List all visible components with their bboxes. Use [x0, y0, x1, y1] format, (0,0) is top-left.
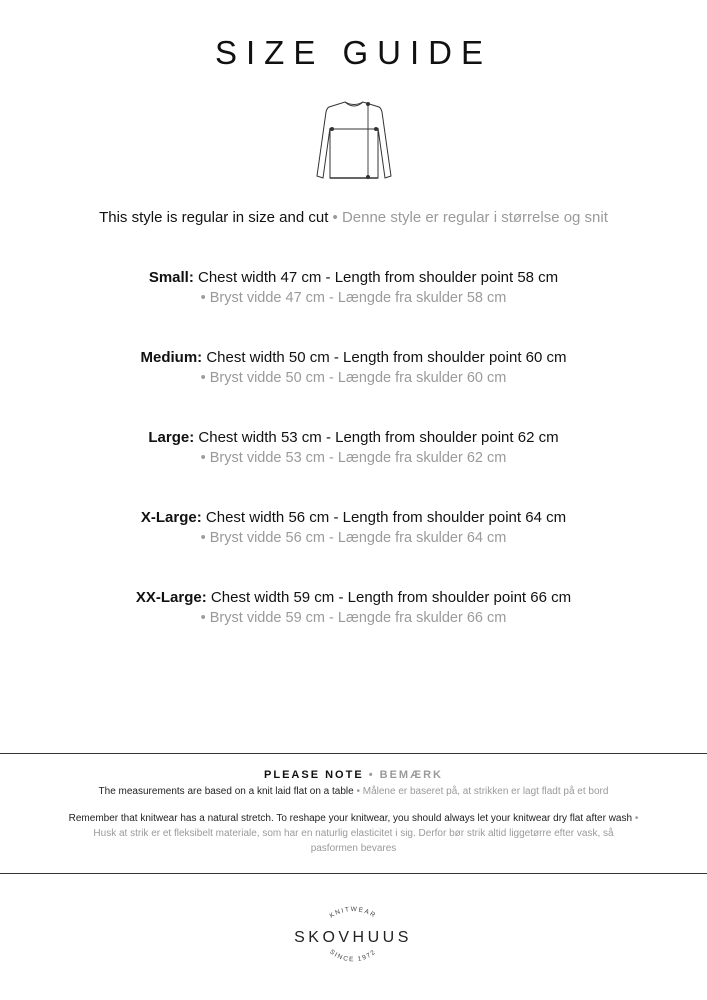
note-p2-en: Remember that knitwear has a natural stretch. To reshape your knitwear, you should always let your knitwear dry flat after wash — [68, 813, 633, 824]
sweater-measurement-icon — [313, 98, 395, 184]
size-measurement-en: Chest width 47 cm - Length from shoulder point 58 cm — [198, 269, 559, 286]
size-measurement-dk: • Bryst vidde 56 cm - Længde fra skulder 64 cm — [200, 530, 507, 546]
logo-bottom-arc: SINCE 1972 — [328, 948, 378, 964]
size-measurement-dk: • Bryst vidde 59 cm - Længde fra skulder 66 cm — [200, 610, 507, 626]
size-measurement-dk: • Bryst vidde 53 cm - Længde fra skulder 62 cm — [200, 450, 507, 466]
style-fit-note — [0, 209, 707, 226]
logo-top-arc: KNITWEAR — [328, 906, 378, 920]
size-name: Medium: — [140, 349, 203, 366]
intro-text-en: This style is regular in size and cut — [99, 209, 329, 226]
size-name: XX-Large: — [135, 589, 207, 606]
note-heading — [0, 769, 707, 781]
note-p1-en: The measurements are based on a knit laid flat on a table — [98, 786, 354, 797]
divider-top — [0, 753, 707, 754]
note-paragraph-care — [69, 811, 639, 856]
size-entry-small — [0, 268, 707, 308]
size-name: X-Large: — [140, 509, 202, 526]
divider-bottom — [0, 873, 707, 874]
size-measurement-dk: • Bryst vidde 50 cm - Længde fra skulder 60 cm — [200, 370, 507, 386]
note-p1-dk: • Målene er baseret på, at strikken er lagt fladt på et bord — [356, 786, 609, 797]
size-entry-medium — [0, 348, 707, 388]
size-entry-x-large — [0, 508, 707, 548]
size-name: Large: — [148, 429, 195, 446]
page-title: SIZE GUIDE — [214, 34, 493, 71]
size-name: Small: — [148, 269, 194, 286]
size-measurement-en: Chest width 56 cm - Length from shoulder point 64 cm — [205, 509, 567, 526]
size-measurement-en: Chest width 50 cm - Length from shoulder point 60 cm — [206, 349, 567, 366]
logo-brand-name: SKOVHUUS — [294, 929, 412, 946]
size-entry-xx-large — [0, 588, 707, 628]
size-entry-large — [0, 428, 707, 468]
note-paragraph-measurements — [34, 784, 674, 799]
note-heading-dk: • BEMÆRK — [368, 769, 443, 781]
size-measurement-dk: • Bryst vidde 47 cm - Længde fra skulder 58 cm — [200, 290, 507, 306]
note-heading-en: PLEASE NOTE — [264, 769, 364, 781]
size-measurement-en: Chest width 53 cm - Length from shoulder point 62 cm — [198, 429, 559, 446]
note-p2-dk: • Husk at strik er et fleksibelt materiale, som har en naturlig elasticitet i sig. Derfor bør strik altid liggetørre efter vask, så pasformen bevares — [93, 813, 639, 854]
size-measurement-en: Chest width 59 cm - Length from shoulder point 66 cm — [210, 589, 572, 606]
please-note-section — [0, 769, 707, 856]
brand-logo — [273, 893, 433, 973]
intro-text-dk: • Denne style er regular i størrelse og snit — [332, 209, 608, 226]
